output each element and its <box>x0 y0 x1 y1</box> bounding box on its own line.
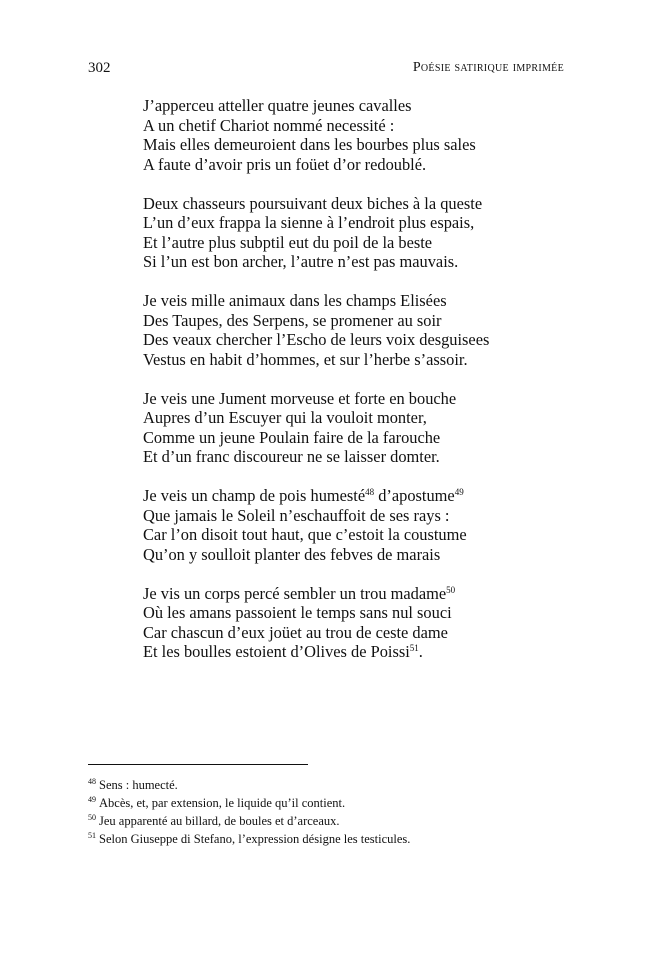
footnote-48 <box>88 776 568 794</box>
verse-line <box>143 642 583 662</box>
stanza-6 <box>143 584 583 662</box>
stanza-3 <box>143 291 583 369</box>
verse-line: Et d’un franc discoureur ne se laisser domter. <box>143 447 440 466</box>
verse-line: Je veis mille animaux dans les champs Elisées <box>143 291 447 310</box>
verse-line: Car chascun d’eux joüet au trou de ceste dame <box>143 622 448 642</box>
page-number: 302 <box>88 60 111 76</box>
footnote-51 <box>88 830 568 848</box>
verse-text: Je veis un champ de pois humesté <box>143 486 366 505</box>
footnote-text: Sens : humecté. <box>99 778 178 792</box>
running-head: Poésie satirique imprimée <box>412 60 564 75</box>
footnote-ref-48[interactable]: 48 <box>365 487 375 497</box>
footnote-49 <box>88 794 568 812</box>
verse-line: Que jamais le Soleil n’eschauffoit de ses rays : <box>143 505 450 525</box>
footnote-ref-50[interactable]: 50 <box>446 584 456 595</box>
stanza-2 <box>143 194 583 272</box>
verse-line: Des Taupes, des Serpens, se promener au soir <box>143 310 442 330</box>
footnote-ref-51[interactable]: 51 <box>409 643 419 653</box>
verse-line: Où les amans passoient le temps sans nul souci <box>143 603 452 622</box>
stanza-5 <box>143 486 583 564</box>
verse-line <box>143 486 583 506</box>
footnote-text: Jeu apparenté au billard, de boules et d’arceaux. <box>99 814 340 828</box>
verse-line: Si l’un est bon archer, l’autre n’est pas mauvais. <box>143 252 459 271</box>
verse-line: A un chetif Chariot nommé necessité : <box>143 115 395 135</box>
footnote-number: 48 <box>88 777 96 786</box>
verse-line: Qu’on y soulloit planter des febves de marais <box>143 544 441 564</box>
footnote-number: 51 <box>88 831 96 840</box>
verse-line: Et l’autre plus subptil eut du poil de la beste <box>143 232 433 252</box>
footnote-number: 50 <box>88 813 96 822</box>
verse-line: J’apperceu atteller quatre jeunes cavalles <box>143 96 412 115</box>
stanza-4 <box>143 389 583 467</box>
footnote-50 <box>88 812 568 830</box>
footnote-number: 49 <box>88 795 96 804</box>
verse-line: Mais elles demeuroient dans les bourbes plus sales <box>143 135 476 154</box>
verse-line: Des veaux chercher l’Escho de leurs voix desguisees <box>143 330 490 349</box>
verse-line: Vestus en habit d’hommes, et sur l’herbe s’assoir. <box>143 349 468 369</box>
verse-line: A faute d’avoir pris un foüet d’or redoublé. <box>143 154 427 174</box>
footnote-rule <box>88 764 308 765</box>
verse-text: . <box>418 642 423 661</box>
verse-line: Deux chasseurs poursuivant deux biches à la queste <box>143 193 483 213</box>
footnote-text: Abcès, et, par extension, le liquide qu’il contient. <box>99 796 346 810</box>
verse-text: Je vis un corps percé sembler un trou madame <box>143 583 447 603</box>
verse-line <box>143 584 583 604</box>
footnote-ref-49[interactable]: 49 <box>454 487 464 497</box>
verse-text: d’apostume <box>374 486 455 505</box>
footnotes <box>88 776 568 848</box>
verse-line: Comme un jeune Poulain faire de la farouche <box>143 427 441 447</box>
poem <box>143 96 583 681</box>
stanza-1 <box>143 96 583 174</box>
verse-line: L’un d’eux frappa la sienne à l’endroit plus espais, <box>143 213 475 232</box>
verse-line: Aupres d’un Escuyer qui la vouloit monter, <box>143 408 427 427</box>
verse-line: Car l’on disoit tout haut, que c’estoit la coustume <box>143 525 467 544</box>
footnote-text: Selon Giuseppe di Stefano, l’expression désigne les testicules. <box>99 832 411 846</box>
verse-line: Je veis une Jument morveuse et forte en bouche <box>143 388 457 408</box>
verse-text: Et les boulles estoient d’Olives de Poissi <box>143 642 410 661</box>
